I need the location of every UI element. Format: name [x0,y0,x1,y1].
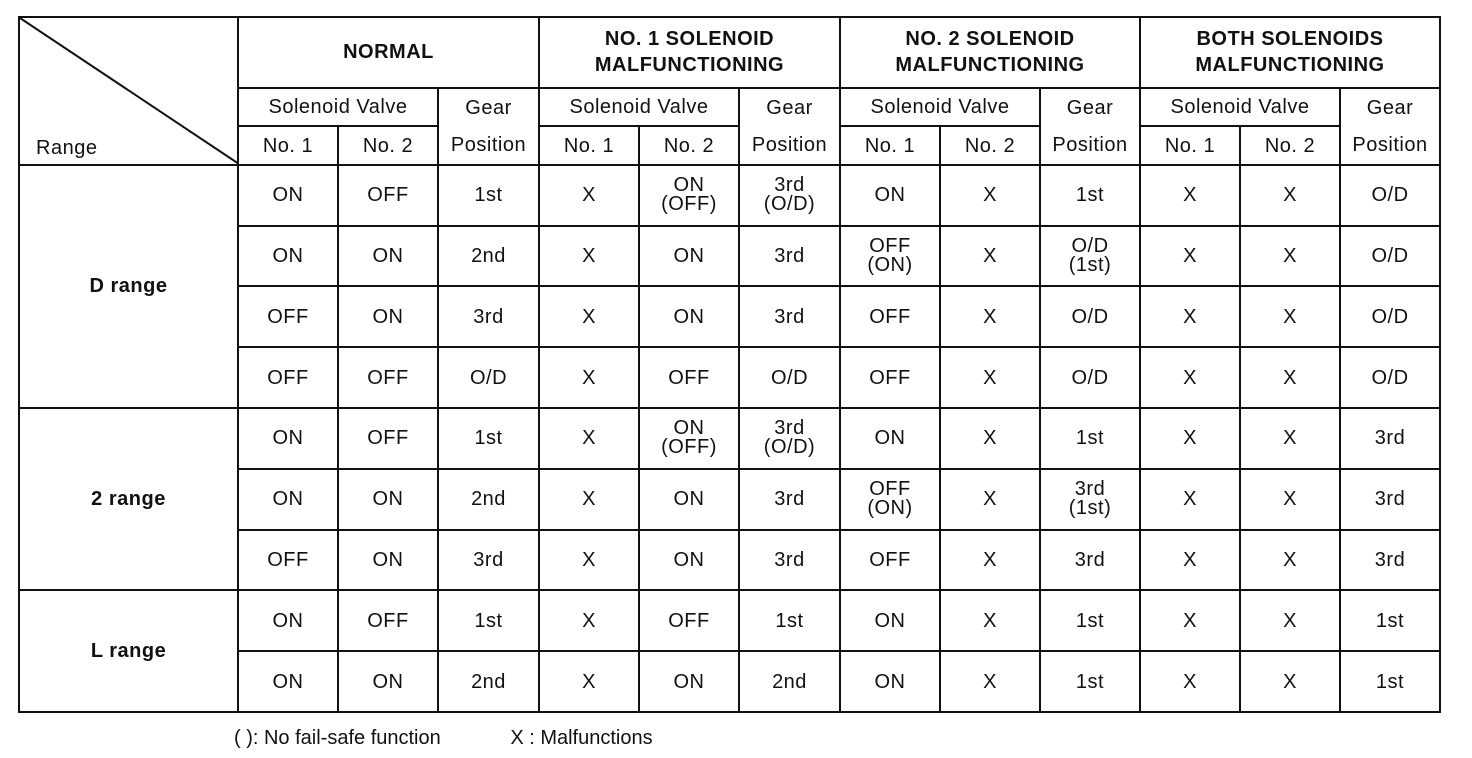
solenoid-valve-header: Solenoid Valve [840,88,1040,126]
cell-line: (ON) [867,254,913,277]
table-cell [840,226,940,287]
table-cell: 2nd [438,226,539,287]
table-cell: 2nd [438,651,539,712]
group-header-line: MALFUNCTIONING [1195,54,1385,77]
table-cell: O/D [739,347,840,408]
cell-line: (OFF) [661,193,717,216]
table-cell: X [1140,469,1240,530]
footnote-malfunctions: X : Malfunctions [510,727,653,749]
table-cell: OFF [639,590,739,651]
table-cell: O/D [1340,286,1440,347]
table-cell: OFF [338,165,438,226]
table-cell: O/D [1040,286,1140,347]
table-cell: X [940,226,1040,287]
table-cell: X [1240,165,1340,226]
table-cell: O/D [1040,347,1140,408]
table-cell: ON [338,286,438,347]
table-cell: ON [338,530,438,591]
table-cell: 3rd [739,530,840,591]
table-cell: X [1140,347,1240,408]
table-cell: X [1240,226,1340,287]
table-cell [1040,226,1140,287]
table-cell: 3rd [739,286,840,347]
table-cell: OFF [338,590,438,651]
table-cell: 1st [1040,408,1140,469]
table-cell: OFF [840,347,940,408]
group-header-line: NO. 2 SOLENOID [905,28,1075,51]
table-cell: ON [238,469,338,530]
no2-header: No. 2 [1240,126,1340,164]
gear-header-bottom: Position [739,126,840,164]
table-cell: ON [338,651,438,712]
cell-line: OFF [869,478,911,501]
cell-line: (O/D) [763,436,816,459]
cell-line: (OFF) [661,436,717,459]
range-corner-label: Range [36,136,98,159]
table-cell: X [1140,165,1240,226]
solenoid-valve-header: Solenoid Valve [1140,88,1340,126]
table-cell: OFF [238,286,338,347]
cell-line: (1st) [1068,497,1112,520]
no2-header: No. 2 [639,126,739,164]
table-row [19,408,1472,469]
solenoid-malfunction-table-area [18,16,1446,713]
table-cell: O/D [1340,347,1440,408]
cell-line: OFF [869,235,911,258]
table-cell: ON [338,469,438,530]
corner-cell [19,17,238,165]
table-cell: 3rd [739,226,840,287]
table-cell: OFF [338,408,438,469]
gear-header-top: Gear [739,88,840,126]
table-cell [639,165,739,226]
no1-header: No. 1 [238,126,338,164]
cell-line: (O/D) [763,193,816,216]
gear-header-bottom: Position [1040,126,1140,164]
table-cell: X [940,408,1040,469]
table-cell: X [940,286,1040,347]
gear-header-bottom: Position [438,126,539,164]
table-cell [1040,469,1140,530]
no2-header: No. 2 [940,126,1040,164]
table-cell: X [539,286,639,347]
table-row [19,590,1472,651]
table-cell: X [940,651,1040,712]
group-header-line: MALFUNCTIONING [594,54,785,77]
table-cell: X [940,347,1040,408]
no1-header: No. 1 [539,126,639,164]
table-cell: O/D [438,347,539,408]
table-cell: ON [840,165,940,226]
group-header-2 [539,17,840,88]
no2-header: No. 2 [338,126,438,164]
table-cell: 3rd [1340,469,1440,530]
table-cell: 1st [1340,651,1440,712]
cell-line: ON [673,174,705,197]
table-cell: X [539,651,639,712]
table-cell: ON [238,226,338,287]
table-cell: X [1140,408,1240,469]
cell-line: 3rd [774,174,805,197]
group-header-4 [1140,17,1440,88]
gear-header-top: Gear [1340,88,1440,126]
table-cell: X [1240,590,1340,651]
table-cell: ON [238,165,338,226]
table-cell: ON [338,226,438,287]
table-cell: O/D [1340,226,1440,287]
table-cell: X [940,530,1040,591]
group-header-line: NO. 1 SOLENOID [604,28,775,51]
table-cell: ON [238,651,338,712]
no1-header: No. 1 [840,126,940,164]
table-cell: 3rd [438,286,539,347]
table-cell: ON [639,286,739,347]
table-cell: X [1240,469,1340,530]
table-cell: X [1140,530,1240,591]
table-cell: 1st [1040,165,1140,226]
footnote-no-fail-safe: ( ): No fail-safe function [234,727,441,749]
table-cell: 3rd [1040,530,1140,591]
table-cell: 3rd [739,469,840,530]
table-cell: X [1240,651,1340,712]
table-cell: ON [840,651,940,712]
table-cell: ON [639,530,739,591]
table-cell: OFF [840,286,940,347]
group-header-line: MALFUNCTIONING [895,54,1085,77]
table-cell: X [1140,590,1240,651]
table-cell: X [539,165,639,226]
table-cell: 1st [1040,590,1140,651]
no1-header: No. 1 [1140,126,1240,164]
table-cell: OFF [238,347,338,408]
table-cell: X [1240,408,1340,469]
cell-line: (ON) [867,497,913,520]
table-cell: X [1140,651,1240,712]
table-cell: 2nd [739,651,840,712]
header-row-groups [19,17,1472,88]
group-header-line: BOTH SOLENOIDS [1196,28,1384,51]
table-cell: X [539,347,639,408]
table-cell: ON [238,590,338,651]
table-cell: 1st [1040,651,1140,712]
cell-line: O/D [1071,235,1109,258]
table-cell: X [1140,226,1240,287]
table-cell: X [1140,286,1240,347]
table-cell: OFF [338,347,438,408]
table-cell: ON [840,590,940,651]
table-cell [639,408,739,469]
group-header-line: NORMAL [343,41,434,64]
footnote [234,727,653,750]
table-cell: X [1240,347,1340,408]
cell-line: (1st) [1068,254,1112,277]
gear-header-top: Gear [438,88,539,126]
table-cell [840,469,940,530]
table-cell: ON [840,408,940,469]
solenoid-valve-header: Solenoid Valve [539,88,739,126]
table-cell: 3rd [1340,408,1440,469]
table-cell: O/D [1340,165,1440,226]
table-cell: 3rd [1340,530,1440,591]
table-cell: X [940,165,1040,226]
gear-header-top: Gear [1040,88,1140,126]
table-cell: X [539,530,639,591]
table-cell [739,408,840,469]
table-cell: X [539,408,639,469]
table-cell: 1st [438,408,539,469]
table-cell: ON [639,651,739,712]
table-cell: 1st [739,590,840,651]
table-cell [739,165,840,226]
cell-line: 3rd [774,417,805,440]
table-cell: 2nd [438,469,539,530]
table-cell: X [940,469,1040,530]
table-cell: X [539,469,639,530]
gear-header-bottom: Position [1340,126,1440,164]
range-label-cell: D range [19,165,238,408]
table-cell: X [539,590,639,651]
solenoid-valve-header: Solenoid Valve [238,88,438,126]
table-cell: OFF [639,347,739,408]
solenoid-malfunction-table [18,16,1472,713]
cell-line: ON [673,417,705,440]
range-label-cell: L range [19,590,238,712]
table-cell: X [1240,530,1340,591]
table-cell: ON [639,469,739,530]
table-cell: 1st [438,590,539,651]
group-header-1 [238,17,539,88]
table-cell: OFF [238,530,338,591]
table-row [19,165,1472,226]
table-cell: 3rd [438,530,539,591]
table-cell: ON [238,408,338,469]
table-cell: 1st [1340,590,1440,651]
table-cell: X [539,226,639,287]
table-cell: OFF [840,530,940,591]
table-cell: X [940,590,1040,651]
cell-line: 3rd [1074,478,1106,501]
range-label-cell: 2 range [19,408,238,590]
group-header-3 [840,17,1140,88]
table-cell: ON [639,226,739,287]
table-cell: 1st [438,165,539,226]
table-cell: X [1240,286,1340,347]
